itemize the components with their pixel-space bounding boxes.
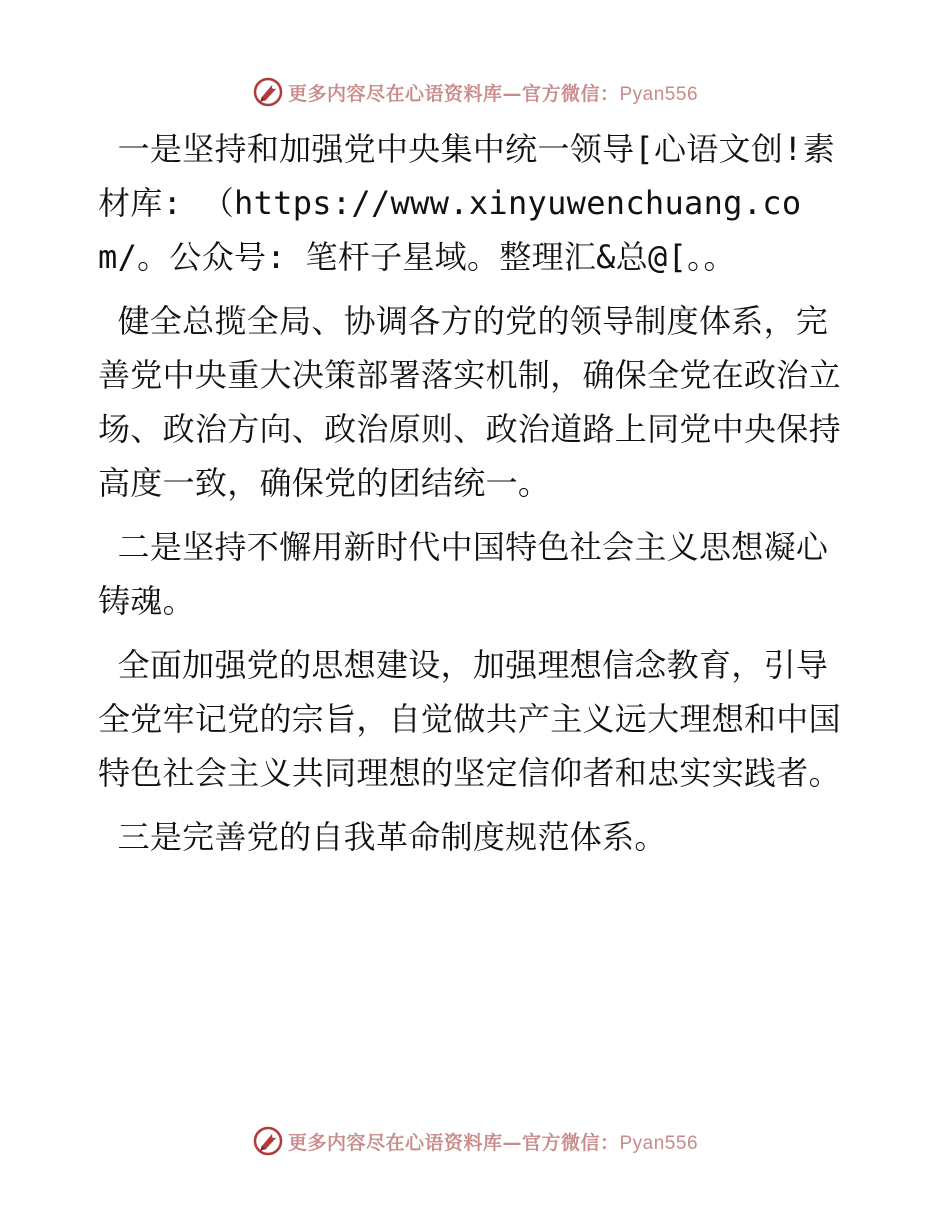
paragraph-1: 一是坚持和加强党中央集中统一领导[心语文创!素材库: （https://www.xinyuwenchuang.com/。公众号: 笔杆子星域。整理汇&总@[。。 — [98, 130, 836, 276]
paragraph-3: 二是坚持不懈用新时代中国特色社会主义思想凝心铸魂。 — [98, 528, 829, 620]
header-banner-text: 更多内容尽在心语资料库—官方微信：Pyan556 — [287, 82, 699, 105]
footer-banner — [0, 1119, 950, 1163]
header-wechat-id: Pyan556 — [619, 83, 699, 105]
footer-wechat-id: Pyan556 — [619, 1132, 699, 1154]
document-body — [98, 122, 858, 874]
header-banner — [0, 70, 950, 114]
paragraph-5: 三是完善党的自我革命制度规范体系。 — [98, 818, 667, 856]
footer-banner-text: 更多内容尽在心语资料库—官方微信：Pyan556 — [287, 1131, 699, 1154]
paragraph-2: 健全总揽全局、协调各方的党的领导制度体系，完善党中央重大决策部署落实机制，确保全党在政治立场、政治方向、政治原则、政治道路上同党中央保持高度一致，确保党的团结统一。 — [98, 302, 841, 502]
paragraph-4: 全面加强党的思想建设，加强理想信念教育，引导全党牢记党的宗旨，自觉做共产主义远大理想和中国特色社会主义共同理想的坚定信仰者和忠实实践者。 — [98, 646, 841, 792]
pen-logo-icon — [252, 76, 284, 108]
pen-logo-icon — [252, 1125, 284, 1157]
